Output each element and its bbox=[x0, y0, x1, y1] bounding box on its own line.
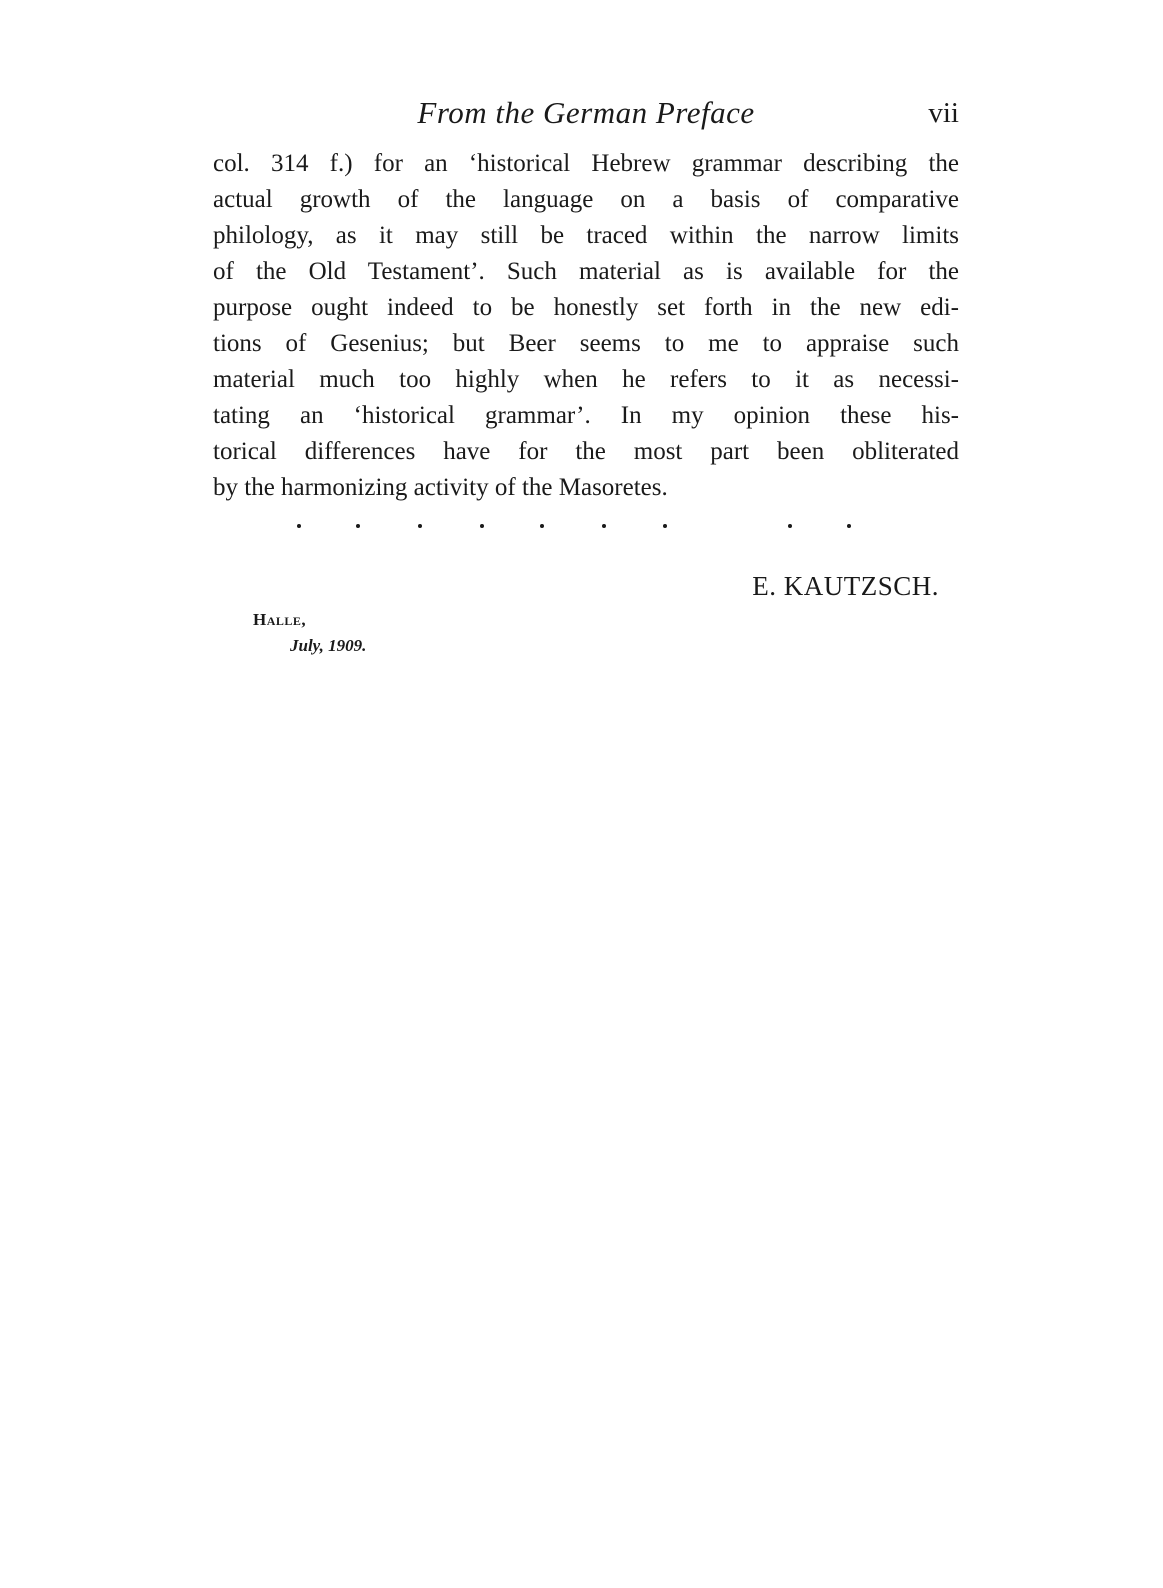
text-line: purpose ought indeed to be honestly set forth in the new edi- bbox=[213, 294, 959, 321]
ellipsis-dot bbox=[297, 524, 301, 528]
ellipsis-dot bbox=[602, 524, 606, 528]
text-line: actual growth of the language on a basis of comparative bbox=[213, 186, 959, 213]
text-line: tating an ‘historical grammar’. In my opinion these his- bbox=[213, 402, 959, 429]
text-line: tions of Gesenius; but Beer seems to me to appraise such bbox=[213, 330, 959, 357]
ellipsis-dot bbox=[356, 524, 360, 528]
text-line: philology, as it may still be traced within the narrow limits bbox=[213, 222, 959, 249]
text-line: torical differences have for the most part been obliterated bbox=[213, 438, 959, 465]
running-title: From the German Preface bbox=[417, 95, 755, 130]
ellipsis-dot bbox=[847, 524, 851, 528]
ellipsis-dot bbox=[480, 524, 484, 528]
ellipsis-dot bbox=[663, 524, 667, 528]
date-line: July, 1909. bbox=[290, 636, 367, 655]
ellipsis-dot bbox=[788, 524, 792, 528]
place-line: Halle, bbox=[253, 610, 307, 629]
ellipsis-dot bbox=[418, 524, 422, 528]
body-paragraph bbox=[213, 146, 959, 506]
ellipsis-dot bbox=[540, 524, 544, 528]
text-line: material much too highly when he refers to it as necessi- bbox=[213, 366, 959, 393]
running-head bbox=[213, 88, 959, 138]
page-number: vii bbox=[928, 97, 959, 129]
author-signature: E. KAUTZSCH. bbox=[752, 571, 939, 601]
text-line: col. 314 f.) for an ‘historical Hebrew grammar describing the bbox=[213, 150, 959, 177]
omission-dots bbox=[213, 514, 959, 538]
text-line: by the harmonizing activity of the Masoretes. bbox=[213, 474, 668, 501]
text-line: of the Old Testament’. Such material as is available for the bbox=[213, 258, 959, 285]
